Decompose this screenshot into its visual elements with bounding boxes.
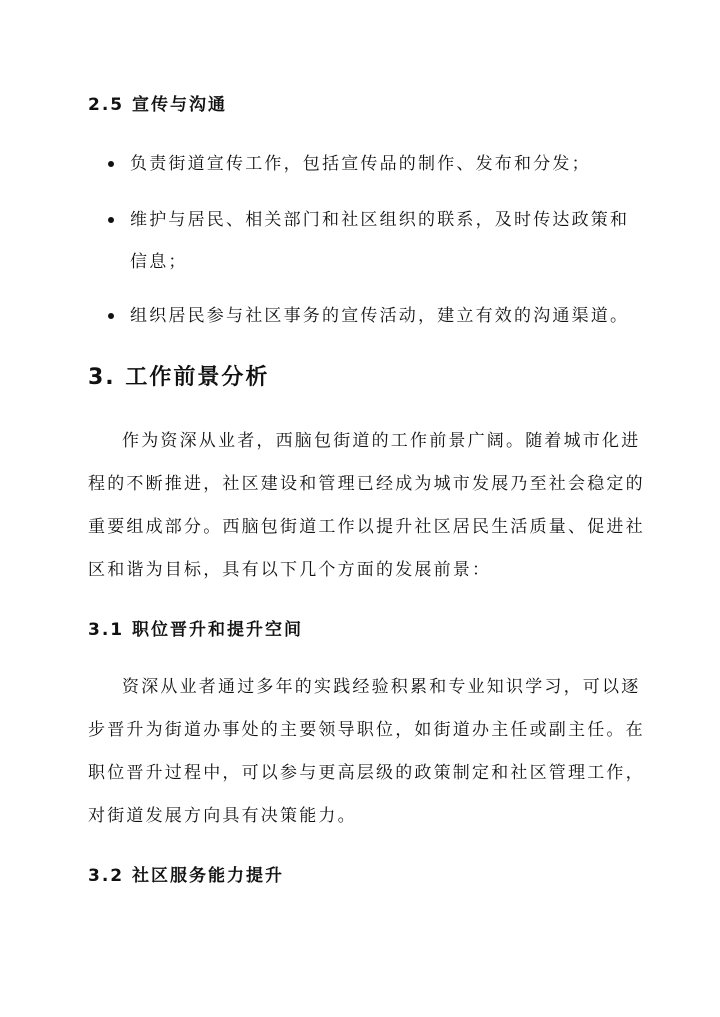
section-heading-3-1: 3.1 职位晋升和提升空间	[88, 620, 304, 640]
bullet-item-text: 负责街道宣传工作，包括宣传品的制作、发布和分发；	[130, 154, 591, 174]
bullet-marker	[108, 161, 114, 167]
paragraph-line: 资深从业者通过多年的实践经验积累和专业知识学习，可以逐	[122, 677, 641, 697]
paragraph-line: 程的不断推进，社区建设和管理已经成为城市发展乃至社会稳定的	[88, 474, 645, 494]
paragraph-line: 步晋升为街道办事处的主要领导职位，如街道办主任或副主任。在	[88, 720, 645, 740]
bullet-item-text: 信息；	[130, 252, 188, 272]
bullet-item-text: 维护与居民、相关部门和社区组织的联系，及时传达政策和	[130, 210, 630, 230]
bullet-marker	[108, 313, 114, 319]
paragraph-line: 重要组成部分。西脑包街道工作以提升社区居民生活质量、促进社	[88, 517, 645, 537]
section-heading-3-2: 3.2 社区服务能力提升	[88, 866, 285, 886]
section-heading-2-5: 2.5 宣传与沟通	[88, 95, 228, 115]
paragraph-line: 职位晋升过程中，可以参与更高层级的政策制定和社区管理工作，	[88, 763, 645, 783]
paragraph-line: 区和谐为目标，具有以下几个方面的发展前景：	[88, 560, 492, 580]
bullet-marker	[108, 217, 114, 223]
paragraph-line: 作为资深从业者，西脑包街道的工作前景广阔。随着城市化进	[122, 431, 641, 451]
bullet-item-text: 组织居民参与社区事务的宣传活动，建立有效的沟通渠道。	[130, 306, 630, 326]
section-heading-3: 3. 工作前景分析	[88, 365, 270, 390]
paragraph-line: 对街道发展方向具有决策能力。	[88, 806, 357, 826]
